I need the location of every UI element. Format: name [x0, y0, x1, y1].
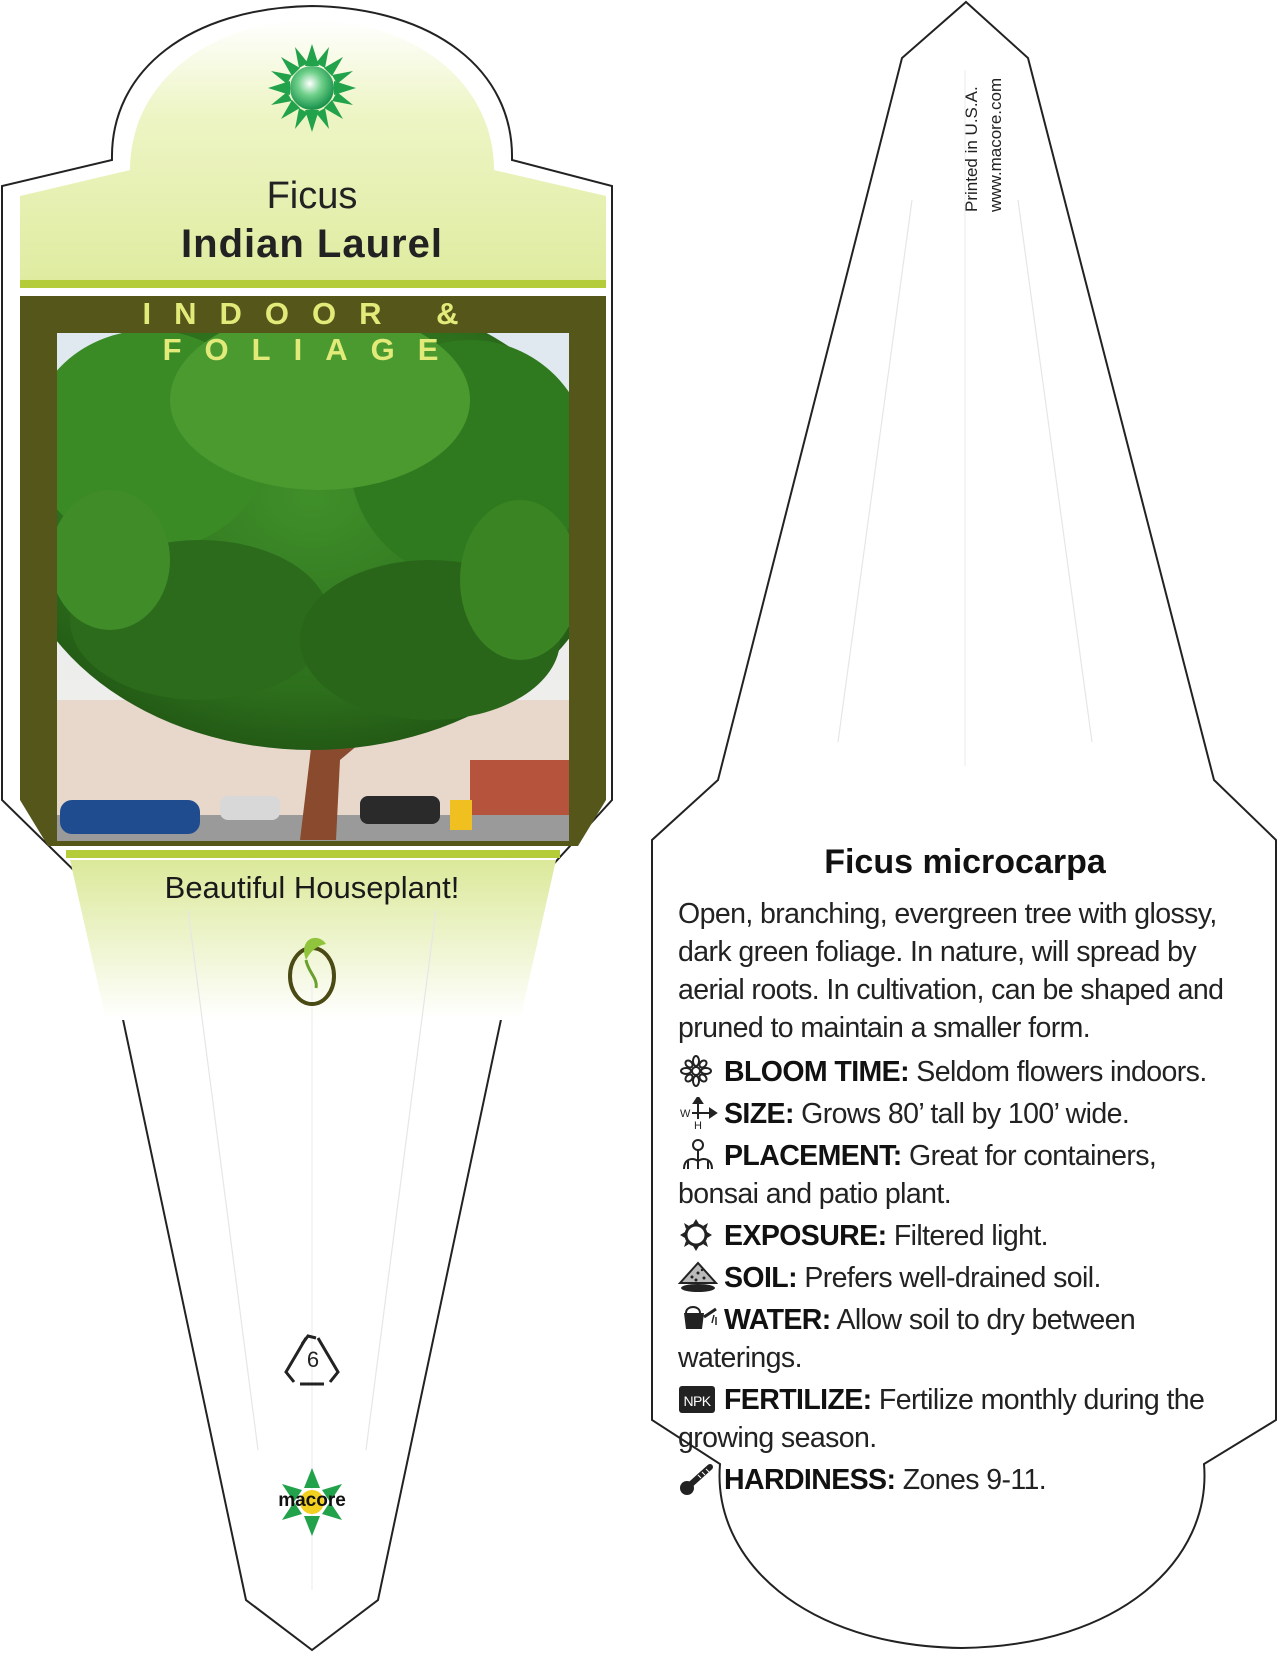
care-row-hardiness — [678, 1461, 1238, 1499]
placement-icon — [678, 1139, 718, 1171]
lower-lime-bar — [66, 850, 560, 858]
care-value: Filtered light. — [893, 1220, 1048, 1252]
sunburst-logo-icon — [268, 44, 356, 132]
header-lime-bar — [20, 280, 606, 288]
care-row-exposure — [678, 1217, 1238, 1255]
care-label: HARDINESS: — [724, 1464, 896, 1496]
brand-name: macore — [278, 1490, 346, 1511]
sun-icon — [678, 1219, 718, 1251]
plant-description: Open, branching, evergreen tree with glossy, dark green foliage. In nature, will spread by aerial roots. In cultivation, can be shaped and pruned to maintain a smaller form. — [678, 898, 1224, 1044]
care-label: WATER: — [724, 1304, 831, 1336]
printed-note — [960, 12, 1010, 212]
care-list — [678, 1053, 1238, 1503]
care-row-bloom — [678, 1053, 1238, 1091]
care-label: SIZE: — [724, 1098, 794, 1130]
care-value: Great for containers, bonsai and patio plant. — [678, 1140, 1157, 1210]
care-row-fertilize — [678, 1381, 1238, 1457]
botanical-name: Ficus microcarpa — [824, 843, 1106, 881]
watering-can-icon — [678, 1303, 718, 1335]
care-row-soil — [678, 1259, 1238, 1297]
common-name: Indian Laurel — [181, 222, 443, 266]
category-label: INDOOR & FOLIAGE — [142, 296, 482, 367]
care-value: Seldom flowers indoors. — [916, 1056, 1207, 1088]
care-value: Fertilize monthly during the growing season. — [678, 1384, 1205, 1454]
tagline: Beautiful Houseplant! — [164, 870, 460, 905]
size-axes-icon — [678, 1097, 718, 1129]
care-label: BLOOM TIME: — [724, 1056, 909, 1088]
care-value: Allow soil to dry between waterings. — [678, 1304, 1136, 1374]
printed-in: Printed in U.S.A. — [962, 86, 981, 212]
size-h-letter: H — [694, 1120, 702, 1129]
care-label: EXPOSURE: — [724, 1220, 887, 1252]
care-row-placement — [678, 1137, 1238, 1213]
website: www.macore.com — [986, 77, 1005, 212]
care-label: FERTILIZE: — [724, 1384, 872, 1416]
plant-photo — [12, 290, 612, 841]
soil-icon — [678, 1261, 718, 1293]
npk-icon — [678, 1383, 718, 1415]
thermometer-icon — [678, 1463, 718, 1495]
care-label: SOIL: — [724, 1262, 797, 1294]
care-value: Prefers well-drained soil. — [804, 1262, 1101, 1294]
care-label: PLACEMENT: — [724, 1140, 902, 1172]
recycle-code: 6 — [306, 1347, 320, 1372]
flower-icon — [678, 1055, 718, 1087]
care-row-water — [678, 1301, 1238, 1377]
genus-name: Ficus — [266, 175, 358, 217]
npk-text: NPK — [683, 1393, 711, 1409]
care-value: Grows 80’ tall by 100’ wide. — [801, 1098, 1130, 1130]
care-row-size — [678, 1095, 1238, 1133]
care-value: Zones 9-11. — [902, 1464, 1047, 1496]
size-w-letter: W — [680, 1108, 690, 1120]
